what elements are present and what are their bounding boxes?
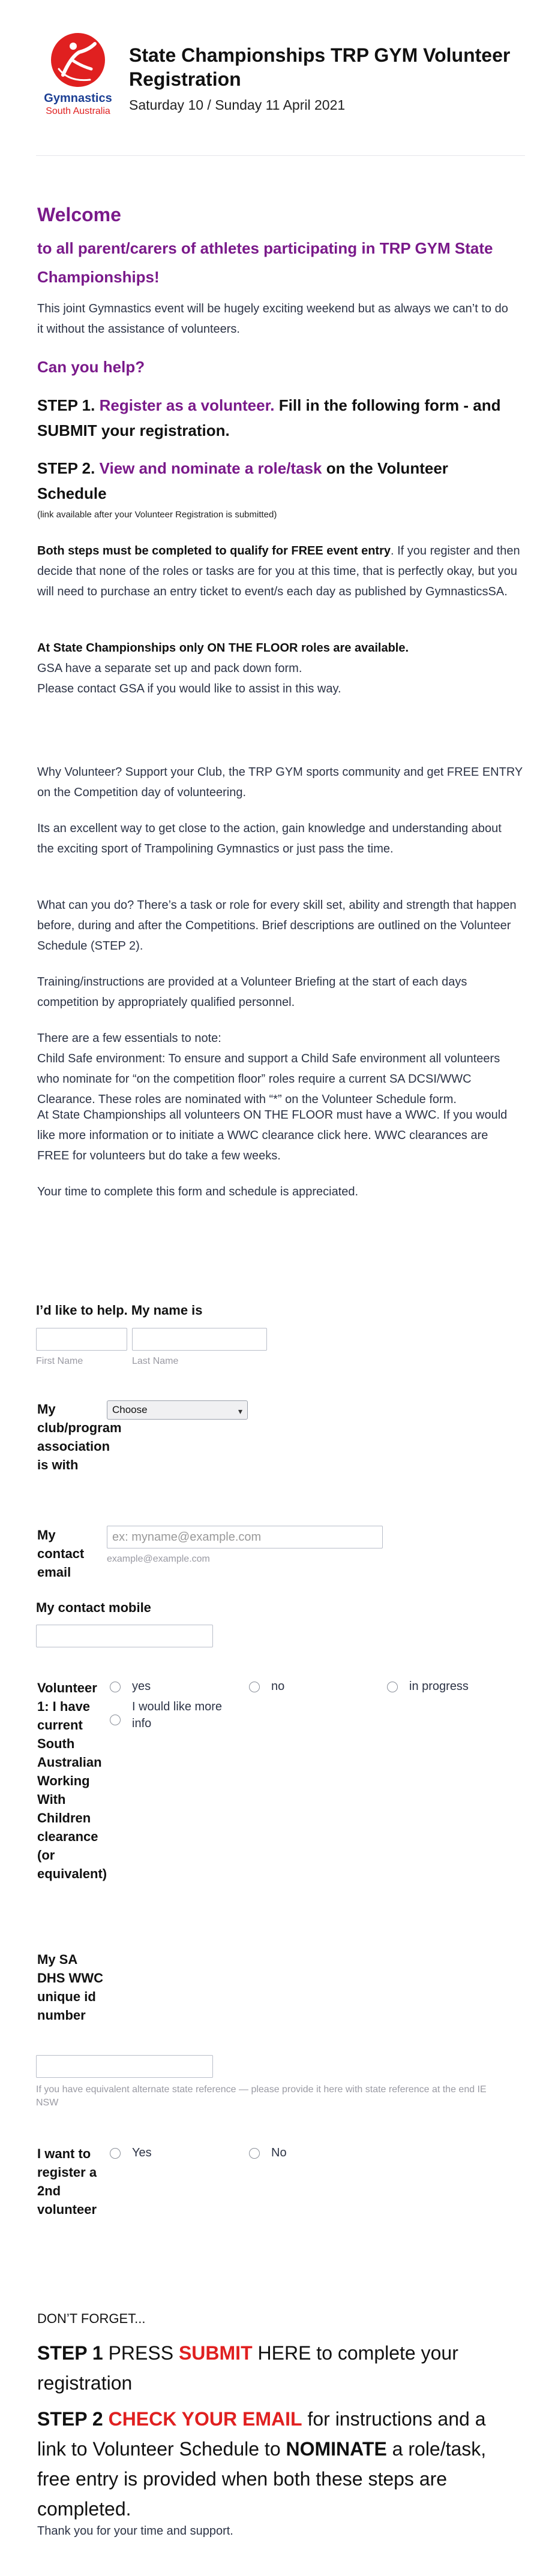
gymnast-logo-icon [36, 33, 120, 93]
last-name-input[interactable] [132, 1328, 267, 1351]
step1-number: STEP 1. [37, 396, 95, 414]
wwc-more-info-radio[interactable] [110, 1715, 121, 1725]
footer-step1-press: PRESS [103, 2342, 179, 2364]
second-volunteer-label: I want to register a 2nd volunteer [37, 2146, 97, 2217]
step2-instruction [37, 456, 517, 506]
footer-step2-rest: a role/task, free entry is provided when both these steps are completed. [37, 2438, 487, 2520]
page-subtitle: Saturday 10 / Sunday 11 April 2021 [129, 97, 346, 113]
step2-link[interactable]: View and nominate a role/task [99, 459, 322, 477]
both-steps-rest: . If you register and then decide that none of the roles or tasks are for you at this time, that is perfectly okay, but you will need to purchase an entry ticket to event/s each day as published by GymnasticsSA. [37, 544, 520, 598]
second-yes-radio[interactable] [110, 2148, 121, 2159]
wwc-label: Volunteer 1: I have current South Australian Working With Children clearance (or equivalent) [37, 1680, 107, 1881]
second-yes-label: Yes [132, 2146, 152, 2159]
email-hint: example@example.com [107, 1554, 210, 1564]
first-name-sublabel: First Name [36, 1356, 83, 1366]
floor-roles-line1: GSA have a separate set up and pack down form. [37, 662, 302, 675]
club-select[interactable] [107, 1400, 248, 1420]
floor-roles-bold: At State Championships only ON THE FLOOR roles are available. [37, 641, 409, 655]
intro-paragraph: This joint Gymnastics event will be hugely exciting weekend but as always we can’t to do it without the assistance of volunteers. [37, 302, 508, 336]
gymnastics-sa-logo [36, 33, 120, 123]
club-label: My club/program association is with [37, 1402, 122, 1472]
both-steps-paragraph [37, 541, 520, 602]
dhs-label: My SA DHS WWC unique id number [37, 1952, 103, 2023]
dhs-hint: If you have equivalent alternate state reference — please provide it here with state reference at the end IE NSW [36, 2084, 487, 2108]
wwc-no-radio[interactable] [249, 1682, 260, 1692]
step1-link[interactable]: Register as a volunteer. [99, 396, 275, 414]
floor-roles-line2: Please contact GSA if you would like to assist in this way. [37, 682, 341, 695]
time-paragraph: Your time to complete this form and schedule is appreciated. [37, 1185, 359, 1198]
essentials-paragraph [37, 1028, 520, 1110]
first-name-input[interactable] [36, 1328, 127, 1351]
welcome-heading: Welcome [37, 204, 121, 225]
child-safe-text: Child Safe environment: To ensure and support a Child Safe environment all volunteers who nominate for “on the competition floor” roles require a current SA DCSI/WWC Clearance. These roles are nominated with “*” on the Volunteer Schedule form. [37, 1052, 500, 1106]
wwc-more-info-label: I would like more info [132, 1700, 223, 1730]
what-can-you-do-paragraph: What can you do? There’s a task or role for every skill set, ability and strength that happen before, during and after the Competitions. Brief descriptions are outlined on the Volunteer Schedule (STEP 2). [37, 899, 517, 953]
submit-link[interactable]: SUBMIT [178, 2342, 253, 2364]
wwc-no-label: no [271, 1680, 285, 1693]
nominate-text: NOMINATE [286, 2438, 387, 2460]
second-no-label: No [271, 2146, 287, 2159]
essentials-intro: There are a few essentials to note: [37, 1032, 221, 1045]
step1-text: Fill in the following form - and SUBMIT your registration. [37, 396, 501, 439]
club-select-value: Choose [112, 1404, 148, 1415]
thank-you-text: Thank you for your time and support. [37, 2524, 233, 2538]
wwc-in-progress-label: in progress [409, 1680, 469, 1693]
chevron-down-icon: ▾ [238, 1406, 242, 1416]
footer-step1-rest: HERE to complete your registration [37, 2342, 458, 2394]
logo-subtitle: South Australia [46, 106, 110, 116]
logo-word: Gymnastics [44, 92, 112, 105]
step2-number: STEP 2. [37, 459, 95, 477]
can-help-heading: Can you help? [37, 358, 145, 376]
check-email-text: CHECK YOUR EMAIL [108, 2408, 302, 2430]
footer-step2 [37, 2404, 511, 2524]
floor-roles-paragraph [37, 638, 520, 699]
name-label: I’d like to help. My name is [36, 1303, 203, 1318]
footer-step2-text: for instructions and a link to Volunteer Schedule to [37, 2408, 486, 2460]
email-label: My contact email [37, 1527, 85, 1580]
footer-step1 [37, 2338, 493, 2398]
mobile-input[interactable] [36, 1625, 213, 1647]
why-volunteer-paragraph: Why Volunteer? Support your Club, the TRP GYM sports community and get FREE ENTRY on the Competition day of volunteering. [37, 766, 523, 799]
welcome-subheading: to all parent/carers of athletes participating in TRP GYM State Championships! [37, 239, 493, 286]
step2-note: (link available after your Volunteer Registration is submitted) [37, 510, 277, 520]
dont-forget-text: DON’T FORGET... [37, 2311, 146, 2326]
wwc-in-progress-radio[interactable] [387, 1682, 398, 1692]
second-no-radio[interactable] [249, 2148, 260, 2159]
page-title: State Championships TRP GYM Volunteer Registration [129, 44, 511, 90]
training-paragraph: Training/instructions are provided at a Volunteer Briefing at the start of each days competition by appropriately qualified personnel. [37, 975, 467, 1009]
form-header [36, 30, 525, 156]
mobile-label: My contact mobile [36, 1600, 151, 1615]
step1-instruction [37, 393, 505, 443]
both-steps-bold: Both steps must be completed to qualify for FREE event entry [37, 544, 391, 558]
step2-text: on the Volunteer Schedule [37, 459, 448, 502]
footer-step1-number: STEP 1 [37, 2342, 103, 2364]
footer-step2-number: STEP 2 [37, 2408, 103, 2430]
wwc-yes-label: yes [132, 1680, 151, 1693]
excellent-paragraph: Its an excellent way to get close to the action, gain knowledge and understanding about the exciting sport of Trampolining Gymnastics or just pass the time. [37, 822, 502, 855]
dhs-id-input[interactable] [36, 2055, 213, 2078]
wwc-paragraph: At State Championships all volunteers ON THE FLOOR must have a WWC. If you would like more information or to initiate a WWC clearance click here. WWC clearances are FREE for volunteers but do take a few weeks. [37, 1108, 508, 1162]
email-input[interactable]: ex: myname@example.com [107, 1526, 383, 1548]
wwc-yes-radio[interactable] [110, 1682, 121, 1692]
last-name-sublabel: Last Name [132, 1356, 179, 1366]
